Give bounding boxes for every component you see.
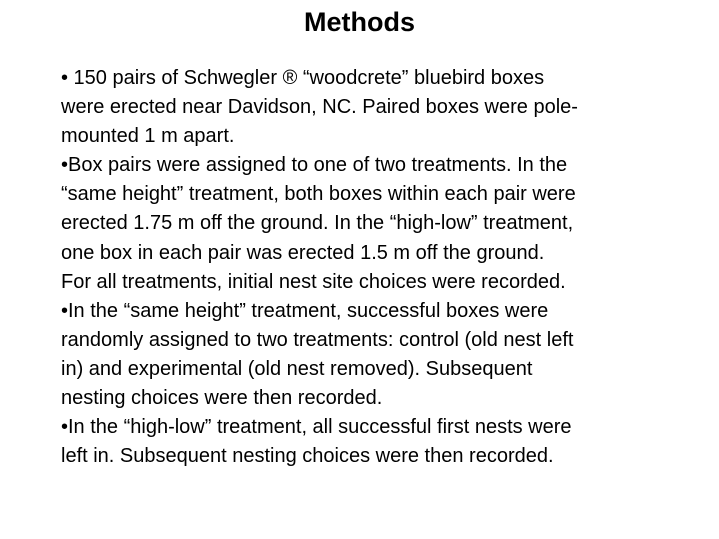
slide-title: Methods xyxy=(304,7,415,37)
methods-text xyxy=(61,64,681,471)
text-line: nesting choices were then recorded. xyxy=(61,387,383,410)
text-line: • 150 pairs of Schwegler ® “woodcrete” bluebird boxes xyxy=(61,67,545,89)
text-line: •In the “same height” treatment, successful boxes were xyxy=(61,299,549,322)
text-line: in) and experimental (old nest removed). Subsequent xyxy=(61,357,533,380)
text-line: one box in each pair was erected 1.5 m off the ground. xyxy=(61,241,545,264)
text-line: randomly assigned to two treatments: control (old nest left xyxy=(61,328,574,351)
text-line: erected 1.75 m off the ground. In the “high-low” treatment, xyxy=(61,212,574,235)
text-line: left in. Subsequent nesting choices were then recorded. xyxy=(61,445,554,468)
text-line: •Box pairs were assigned to one of two treatments. In the xyxy=(61,154,568,177)
text-line: •In the “high-low” treatment, all successful first nests were xyxy=(61,416,572,439)
text-line: mounted 1 m apart. xyxy=(61,125,235,148)
text-line: “same height” treatment, both boxes within each pair were xyxy=(61,183,576,206)
text-line: were erected near Davidson, NC. Paired boxes were pole- xyxy=(61,96,578,119)
text-line: For all treatments, initial nest site choices were recorded. xyxy=(61,270,566,293)
